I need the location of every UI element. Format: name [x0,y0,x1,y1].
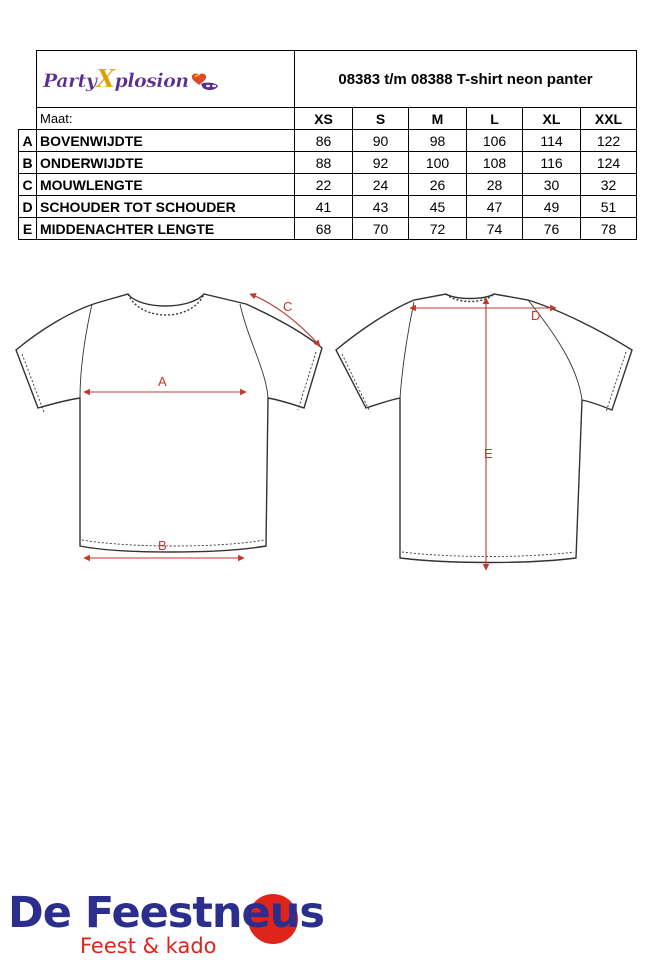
brand-tagline: Feest & kado [80,934,217,958]
brand-logo-cell [37,51,295,108]
row-value: 72 [409,218,467,240]
row-code: E [19,218,37,240]
row-value: 70 [353,218,409,240]
row-value: 28 [467,174,523,196]
product-title: 08383 t/m 08388 T-shirt neon panter [295,51,637,108]
row-label: SCHOUDER TOT SCHOUDER [37,196,295,218]
row-value: 74 [467,218,523,240]
de-feestneus-logo [8,888,338,968]
table-row [19,130,637,152]
size-header-xxl: XXL [581,108,637,130]
row-value: 30 [523,174,581,196]
row-value: 92 [353,152,409,174]
brand-name: De Feestneus [8,888,324,938]
row-value: 108 [467,152,523,174]
row-value: 43 [353,196,409,218]
heart-mask-icon [191,72,219,94]
size-chart-table [18,50,637,240]
table-row [19,174,637,196]
row-value: 114 [523,130,581,152]
row-code: D [19,196,37,218]
measure-label-e: E [484,446,493,461]
row-value: 26 [409,174,467,196]
partyxplosion-logo: PartyXplosion [43,63,189,93]
row-value: 47 [467,196,523,218]
size-header-l: L [467,108,523,130]
size-header-row [19,108,637,130]
row-value: 88 [295,152,353,174]
row-value: 68 [295,218,353,240]
row-value: 122 [581,130,637,152]
maat-label: Maat: [37,108,295,130]
tshirt-back-outline [336,294,632,563]
row-value: 116 [523,152,581,174]
row-value: 78 [581,218,637,240]
row-value: 86 [295,130,353,152]
row-code: C [19,174,37,196]
row-label: BOVENWIJDTE [37,130,295,152]
measure-label-a: A [158,374,167,389]
row-value: 32 [581,174,637,196]
row-value: 45 [409,196,467,218]
size-header-xl: XL [523,108,581,130]
size-header-xs: XS [295,108,353,130]
row-value: 51 [581,196,637,218]
row-value: 100 [409,152,467,174]
row-label: ONDERWIJDTE [37,152,295,174]
table-row [19,218,637,240]
table-row [19,196,637,218]
tshirt-front-outline [16,294,322,552]
measure-label-c: C [283,299,293,314]
row-value: 22 [295,174,353,196]
header-row [19,51,637,108]
row-code: B [19,152,37,174]
row-value: 41 [295,196,353,218]
row-value: 98 [409,130,467,152]
measure-label-d: D [531,308,541,323]
row-label: MIDDENACHTER LENGTE [37,218,295,240]
row-value: 24 [353,174,409,196]
row-label: MOUWLENGTE [37,174,295,196]
row-value: 124 [581,152,637,174]
tshirt-measurement-diagram [0,270,650,590]
row-value: 90 [353,130,409,152]
front-measurements [84,294,320,558]
table-row [19,152,637,174]
row-value: 49 [523,196,581,218]
back-measurements [410,298,556,570]
size-header-s: S [353,108,409,130]
row-value: 76 [523,218,581,240]
row-code: A [19,130,37,152]
measure-label-b: B [158,538,167,553]
row-value: 106 [467,130,523,152]
size-header-m: M [409,108,467,130]
